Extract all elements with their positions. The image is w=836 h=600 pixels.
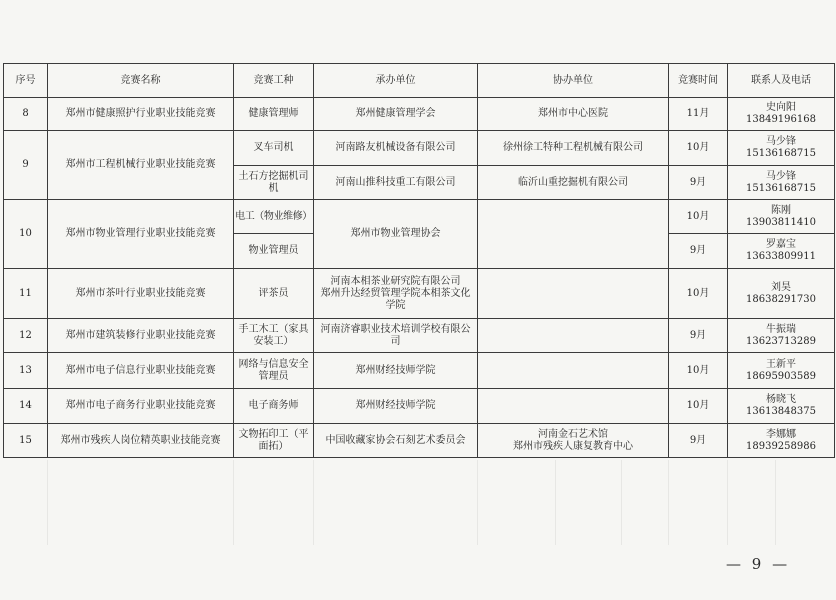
cell-time: 11月	[669, 98, 728, 131]
contact-name: 史向阳	[766, 102, 796, 113]
contact-phone: 15136168715	[746, 148, 816, 159]
competition-table	[3, 63, 835, 458]
contact-phone: 13903811410	[746, 216, 816, 228]
cell-name: 郑州市电子信息行业职业技能竞赛	[48, 353, 234, 389]
table-row	[4, 389, 835, 424]
contact-phone: 15136168715	[746, 182, 816, 194]
contact-phone: 13849196168	[746, 114, 816, 125]
cell-contact	[728, 200, 835, 234]
cell-trade: 土石方挖掘机司机	[234, 166, 314, 200]
table-row	[4, 131, 835, 166]
cell-name: 郑州市健康照护行业职业技能竞赛	[48, 98, 234, 131]
cell-trade: 电工（物业维修）	[234, 200, 314, 234]
cell-host	[314, 269, 478, 319]
contact-name: 牛振瑞	[766, 323, 796, 335]
cell-host: 河南济睿职业技术培训学校有限公司	[314, 319, 478, 353]
cell-trade: 健康管理师	[234, 98, 314, 131]
cell-cohost	[478, 389, 669, 424]
scan-bleed-through	[3, 460, 834, 545]
cell-contact	[728, 234, 835, 269]
cell-trade: 评茶员	[234, 269, 314, 319]
contact-name: 李娜娜	[766, 428, 796, 440]
cohost-line: 郑州市残疾人康复教育中心	[513, 440, 633, 452]
cell-time: 10月	[669, 269, 728, 319]
cell-trade: 文物拓印工（平面拓）	[234, 424, 314, 458]
table-row	[4, 98, 835, 131]
host-line: 河南本相茶业研究院有限公司	[330, 275, 461, 287]
cell-time: 10月	[669, 389, 728, 424]
table-row	[4, 424, 835, 458]
cell-cohost	[478, 200, 669, 269]
contact-name: 王新平	[766, 358, 796, 370]
cell-cohost	[478, 424, 669, 458]
cell-contact	[728, 353, 835, 389]
cell-no: 13	[4, 353, 48, 389]
cell-no: 12	[4, 319, 48, 353]
cell-name: 郑州市建筑装修行业职业技能竞赛	[48, 319, 234, 353]
table-row	[4, 269, 835, 319]
contact-phone: 13623713289	[746, 335, 816, 347]
cell-name: 郑州市电子商务行业职业技能竞赛	[48, 389, 234, 424]
cell-host: 河南山推科技重工有限公司	[314, 166, 478, 200]
contact-phone: 13633809911	[746, 251, 816, 262]
cell-trade: 物业管理员	[234, 234, 314, 269]
contact-name: 马少锋	[766, 136, 796, 147]
contact-name: 罗嘉宝	[766, 239, 796, 250]
contact-name: 杨晓飞	[766, 394, 796, 405]
cell-cohost: 徐州徐工特种工程机械有限公司	[478, 131, 669, 166]
table-row	[4, 200, 835, 234]
header-time: 竞赛时间	[669, 64, 728, 98]
cell-contact	[728, 319, 835, 353]
cell-contact	[728, 166, 835, 200]
cell-host: 中国收藏家协会石刻艺术委员会	[314, 424, 478, 458]
host-line: 郑州升达经贸管理学院本相茶文化学院	[320, 287, 471, 311]
cell-contact	[728, 98, 835, 131]
header-no: 序号	[4, 64, 48, 98]
contact-phone: 18695903589	[746, 370, 816, 382]
cell-contact	[728, 131, 835, 166]
cell-contact	[728, 424, 835, 458]
cell-no: 11	[4, 269, 48, 319]
cell-trade: 手工木工（家具安装工）	[234, 319, 314, 353]
contact-phone: 18939258986	[746, 440, 816, 452]
header-cohost: 协办单位	[478, 64, 669, 98]
cell-cohost: 郑州市中心医院	[478, 98, 669, 131]
cell-host: 郑州健康管理学会	[314, 98, 478, 131]
cell-name: 郑州市工程机械行业职业技能竞赛	[48, 131, 234, 200]
cell-time: 10月	[669, 353, 728, 389]
cell-host: 河南路友机械设备有限公司	[314, 131, 478, 166]
table-row	[4, 353, 835, 389]
cell-time: 9月	[669, 424, 728, 458]
cell-cohost: 临沂山重挖掘机有限公司	[478, 166, 669, 200]
cell-trade: 电子商务师	[234, 389, 314, 424]
cell-no: 14	[4, 389, 48, 424]
table-header-row	[4, 64, 835, 98]
cell-cohost	[478, 319, 669, 353]
contact-phone: 13613848375	[746, 406, 816, 417]
cell-host: 郑州财经技师学院	[314, 389, 478, 424]
cell-time: 9月	[669, 166, 728, 200]
cell-cohost	[478, 353, 669, 389]
cell-time: 10月	[669, 131, 728, 166]
cell-contact	[728, 269, 835, 319]
cell-cohost	[478, 269, 669, 319]
cell-no: 8	[4, 98, 48, 131]
header-trade: 竞赛工种	[234, 64, 314, 98]
cell-no: 10	[4, 200, 48, 269]
cell-name: 郑州市茶叶行业职业技能竞赛	[48, 269, 234, 319]
cell-no: 9	[4, 131, 48, 200]
contact-phone: 18638291730	[746, 293, 816, 305]
cell-no: 15	[4, 424, 48, 458]
cell-contact	[728, 389, 835, 424]
cell-trade: 叉车司机	[234, 131, 314, 166]
cell-host: 郑州市物业管理协会	[314, 200, 478, 269]
page-number: — 9 —	[726, 555, 791, 573]
table-row	[4, 319, 835, 353]
cell-time: 9月	[669, 234, 728, 269]
cell-host: 郑州财经技师学院	[314, 353, 478, 389]
cell-time: 10月	[669, 200, 728, 234]
header-name: 竞赛名称	[48, 64, 234, 98]
header-contact: 联系人及电话	[728, 64, 835, 98]
cohost-line: 河南金石艺术馆	[538, 428, 608, 440]
contact-name: 马少锋	[766, 170, 796, 182]
cell-trade: 网络与信息安全管理员	[234, 353, 314, 389]
contact-name: 陈刚	[771, 204, 791, 216]
header-host: 承办单位	[314, 64, 478, 98]
cell-name: 郑州市物业管理行业职业技能竞赛	[48, 200, 234, 269]
cell-time: 9月	[669, 319, 728, 353]
contact-name: 刘昊	[771, 281, 791, 293]
cell-name: 郑州市残疾人岗位精英职业技能竞赛	[48, 424, 234, 458]
